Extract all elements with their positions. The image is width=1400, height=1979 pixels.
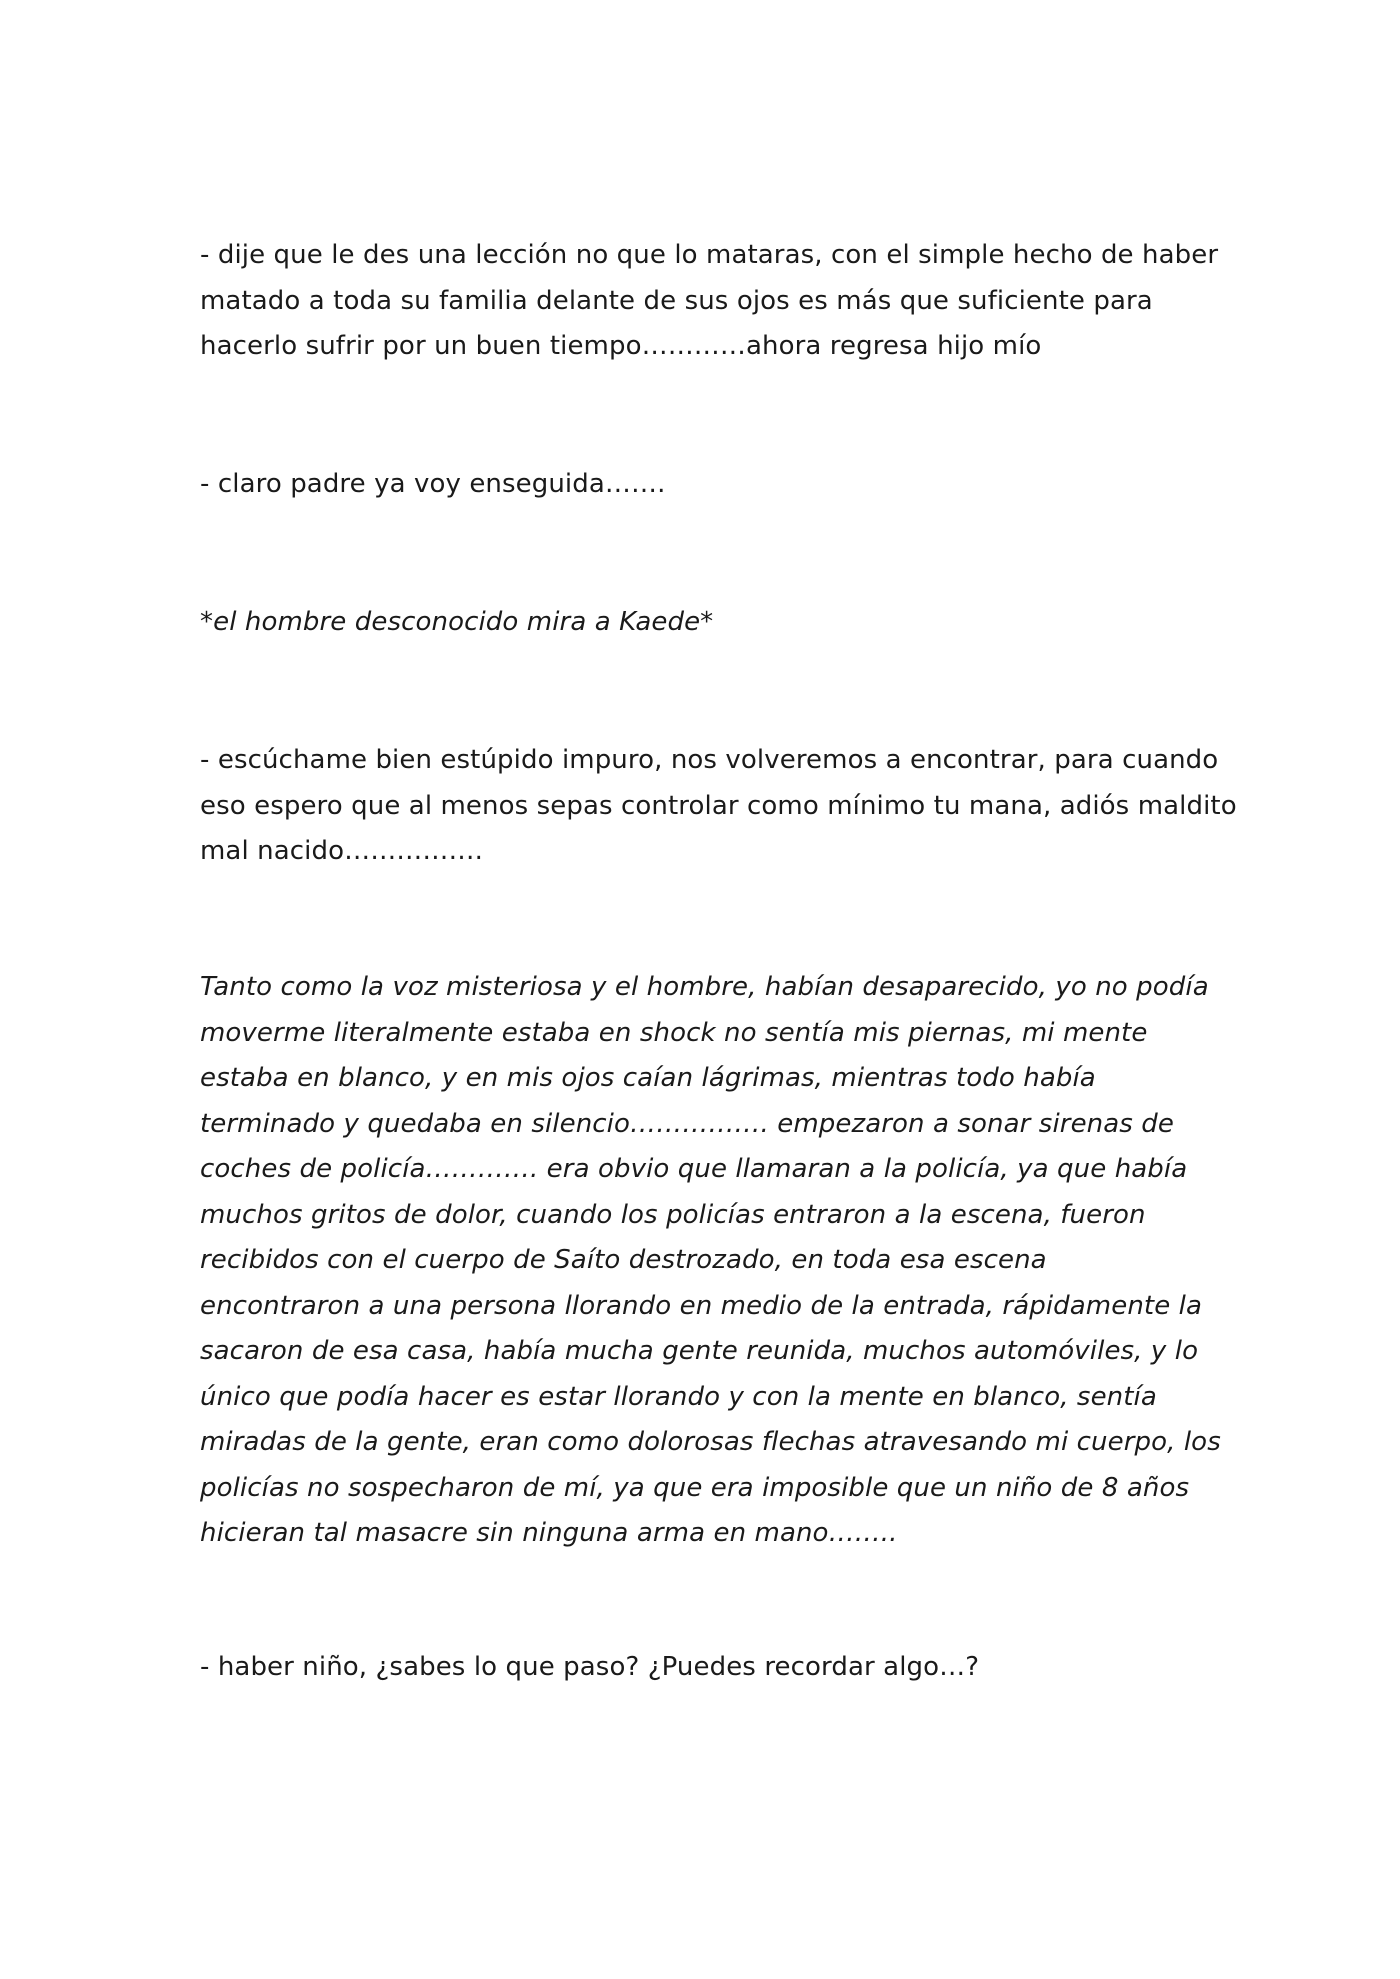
text-line: miradas de la gente, eran como dolorosas flechas atravesando mi cuerpo, los: [200, 1427, 1221, 1457]
text-line: hacerlo sufrir por un buen tiempo…………ahora regresa hijo mío: [200, 331, 1042, 361]
text-line: hicieran tal masacre sin ninguna arma en mano……..: [200, 1518, 898, 1548]
text-line: mal nacido…………….: [200, 836, 483, 866]
text-line: eso espero que al menos sepas controlar como mínimo tu mana, adiós maldito: [200, 790, 1237, 821]
text-line: único que podía hacer es estar llorando y con la mente en blanco, sentía: [200, 1381, 1157, 1412]
text-line: encontraron a una persona llorando en medio de la entrada, rápidamente la: [200, 1290, 1203, 1321]
text-line: recibidos con el cuerpo de Saíto destrozado, en toda esa escena: [200, 1245, 1047, 1275]
text-line: - haber niño, ¿sabes lo que paso? ¿Puedes recordar algo…?: [200, 1652, 980, 1682]
dialogue-paragraph: [200, 1645, 1210, 1691]
text-line: *el hombre desconocido mira a Kaede*: [200, 607, 714, 637]
text-line: - escúchame bien estúpido impuro, nos volveremos a encontrar, para cuando: [200, 745, 1219, 775]
action-note-paragraph: [200, 600, 1210, 646]
text-line: - claro padre ya voy enseguida…….: [200, 469, 666, 499]
text-line: terminado y quedaba en silencio……………. empezaron a sonar sirenas de: [200, 1108, 1174, 1139]
text-line: - dije que le des una lección no que lo mataras, con el simple hecho de haber: [200, 240, 1219, 270]
text-line: matado a toda su familia delante de sus ojos es más que suficiente para: [200, 285, 1153, 316]
text-line: Tanto como la voz misteriosa y el hombre, habían desaparecido, yo no podía: [200, 972, 1209, 1002]
narration-paragraph: [200, 965, 1221, 1557]
dialogue-paragraph: [200, 233, 1219, 370]
text-line: moverme literalmente estaba en shock no sentía mis piernas, mi mente: [200, 1017, 1148, 1048]
dialogue-paragraph: [200, 462, 1210, 508]
text-line: coches de policía…………. era obvio que llamaran a la policía, ya que había: [200, 1154, 1188, 1184]
dialogue-paragraph: [200, 738, 1237, 875]
text-line: policías no sospecharon de mí, ya que era imposible que un niño de 8 años: [200, 1472, 1190, 1503]
text-line: estaba en blanco, y en mis ojos caían lágrimas, mientras todo había: [200, 1063, 1096, 1093]
text-line: muchos gritos de dolor, cuando los policías entraron a la escena, fueron: [200, 1199, 1146, 1230]
text-line: sacaron de esa casa, había mucha gente reunida, muchos automóviles, y lo: [200, 1336, 1199, 1366]
